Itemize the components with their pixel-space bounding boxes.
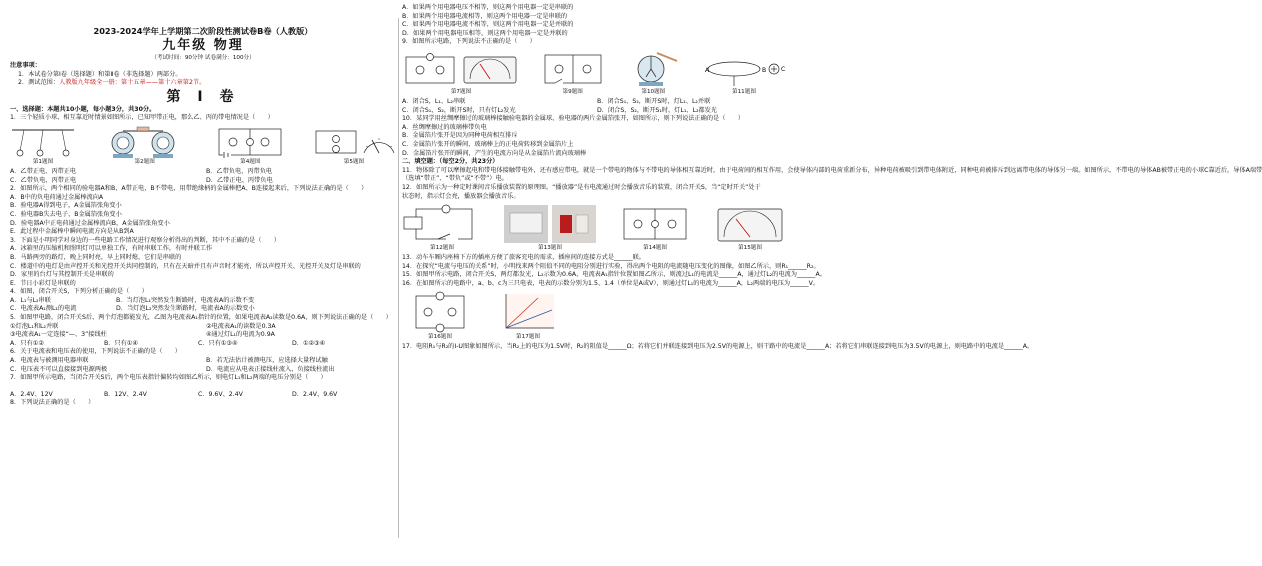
q3-option-d: D．家里的台灯与其控制开关是串联的 — [10, 271, 114, 279]
train-socket-photo-13 — [504, 203, 596, 245]
figure-1-caption: 第1题图 — [32, 158, 54, 165]
q6-option-b: B．若无法估计被测电压，应选择大量程试触 — [206, 357, 328, 365]
figure-7 — [402, 49, 520, 96]
circuit-diagram-9 — [541, 49, 605, 89]
q1-option-d: D．乙带正电、丙带负电 — [206, 176, 273, 184]
q3-option-b: B．马路两旁的路灯，晚上同时亮，早上同时熄，它们是串联的 — [10, 253, 182, 261]
q2-option-a: A．B中的负电荷通过金属棒流向A — [10, 193, 104, 201]
q4-option-b: B．当灯泡L₁突然发生断路时，电流表A的示数不变 — [116, 296, 255, 304]
q8-option-a: A．如果两个用电器电压不相等，则这两个用电器一定是串联的 — [402, 4, 574, 11]
q5-statement-1: ①灯泡L₁和L₂并联 — [10, 322, 59, 330]
figure-5 — [312, 125, 396, 166]
q9-option-d: D．闭合S、S₂，断开S₁时，灯L₁、L₂都发光 — [597, 106, 717, 114]
exam-info: （考试时间：90分钟 试卷满分：100分） — [151, 55, 255, 61]
test-scope: 人教版九年级全一册：第十五章——第十六章第2节。 — [59, 79, 206, 87]
q4-option-c: C．电流表A₁测L₁的电流 — [10, 305, 77, 313]
q3-stem: 3．下面是小明同学对身边的一些电路工作情况进行观察分析得出的判断，其中不正确的是（ ） — [10, 236, 280, 244]
q5-stem: 5．如图甲电路，闭合开关S后，两个灯泡都能发光，乙图为电流表A₁指针的位置，如果电流表A₂读数是0.6A，则下列说法正确的是（ ） — [10, 314, 392, 322]
q7-option-b: B．12V、2.4V — [104, 390, 147, 398]
q1-options-row-1 — [10, 168, 396, 177]
q14-text: 14．在探究“电流与电压的关系”时，小明找来两个阻值不同的电阻分别进行实验，得出两个电阻的电流随电压变化的图像，如图乙所示，则R₁______R₂。 — [402, 262, 820, 270]
q12-q15-figure-row — [402, 203, 786, 252]
notice-item-2 — [10, 79, 396, 88]
q12-text: 12．如图所示为一种定时课间音乐播放装置的原理图。“播放器”是有电流通过时会播放音乐的装置，闭合开关S，当“定时开关”处于 — [402, 183, 761, 191]
q4-option-a: A．L₁与L₂串联 — [10, 296, 51, 304]
timer-switch-circuit-diagram-12 — [402, 203, 482, 245]
q4-option-d: D．当灯泡L₂突然发生断路时，电流表A的示数变小 — [116, 305, 255, 313]
hanging-balls-diagram — [10, 127, 76, 159]
right-column — [402, 0, 1262, 566]
volume-1-heading: 第 Ⅰ 卷 — [166, 88, 240, 105]
figure-9-caption: 第9题图 — [562, 88, 583, 95]
figure-10 — [625, 49, 681, 96]
q5-statement-2: ②电流表A₁的读数是0.3A — [206, 322, 276, 330]
q8-stem: 8．下列说法正确的是（ ） — [10, 399, 95, 407]
q10-option-a: A．丝绸摩擦过的玻璃棒带负电 — [402, 123, 487, 131]
q9-option-b: B．闭合S₁、S₂，断开S时，灯L₁、L₂并联 — [597, 97, 711, 105]
q1-option-a: A．乙带正电、丙带正电 — [10, 167, 77, 175]
q7-option-d: D．2.4V、9.6V — [292, 390, 338, 398]
meter-circuit-diagram-16 — [410, 290, 470, 334]
q5-option-c: C．只有①③④ — [198, 339, 238, 347]
q5-option-a: A．只有①② — [10, 339, 44, 347]
q9-option-a: A．闭合S，L₁、L₂串联 — [402, 97, 466, 105]
section-2-heading: 二、填空题：（每空2分，共23分） — [402, 158, 499, 166]
q9-options-row-2 — [402, 107, 786, 116]
q5-statement-4: ④通过灯L₁的电流为0.9A — [206, 331, 275, 339]
figure-13 — [504, 203, 596, 252]
q3-option-a: A．冰箱里的压缩机和照明灯可以单独工作，有时串联工作，有时并联工作 — [10, 245, 213, 253]
q15-text: 15．如图甲所示电路，闭合开关S，两灯都发光，L₂示数为0.6A，电流表A₁指针位置如图乙所示，则流过L₁的电流是______A，通过灯L₂的电流为______A。 — [402, 271, 826, 279]
circuit-diagram-4 — [213, 125, 287, 159]
q6-option-d: D．电流应从电表正接线柱流入，负接线柱流出 — [206, 365, 335, 373]
figure-15-caption: 第15题图 — [738, 245, 762, 252]
q10-stem: 10．某同学用丝绸摩擦过的玻璃棒接触验电器的金属球，验电器的两片金属箔张开，如图所示，则下列说法正确的是（ ） — [402, 115, 744, 123]
notice-heading: 注意事项： — [10, 62, 41, 69]
q2-stem: 2．如图所示，两个相同的验电器A和B，A带正电，B不带电，用带绝缘柄的金属棒把A、B连接起来后，下列说法正确的是（ ） — [10, 185, 368, 193]
q2-option-b: B．验电器A得到电子，A金属箔张角变小 — [10, 202, 122, 210]
figure-4 — [213, 125, 287, 166]
figure-14 — [618, 203, 692, 252]
figure-17 — [498, 290, 558, 341]
ammeter-dial-diagram-15 — [714, 203, 786, 245]
q3-option-c: C．楼道中的电灯是由声控开关和光控开关共同控制的，只有在天暗并且有声音时才能亮，所以声控开关、光控开关及灯是串联的 — [10, 262, 361, 270]
q1-figure-row — [10, 125, 396, 166]
figure-7-caption: 第7题图 — [450, 88, 472, 95]
figure-12 — [402, 203, 482, 252]
q9-stem: 9．如图所示电路，下列说法不正确的是（ ） — [402, 38, 536, 46]
svg-text:C: C — [780, 65, 786, 73]
q16-text: 16．在如图所示的电路中，a、b、c为三只电表，电表的示数分别为1.5、1.4（单位是A或V），则通过灯L₁的电流为______A，L₂两端的电压为______V。 — [402, 279, 820, 287]
q12-text-end: 状态时，指示灯会亮，播放器会播放音乐。 — [402, 192, 520, 200]
q17-text: 17．电阻R₁与R₂的I-U图象如图所示，当R₂上的电压为1.5V时，R₂的阻值是______Ω；若将它们并联连接到电压为2.5V的电源上，则干路中的电流是______A；若将它们串联连接到电压为3.5V的电源上，则电路中的电流是______A。 — [402, 343, 1034, 351]
q1-stem: 1．三个轻质小球，相互靠近时情景如图所示，已知甲带正电，那么乙、丙的带电情况是（ ） — [10, 114, 274, 122]
column-divider — [398, 18, 399, 538]
q5-statement-3: ③电流表A₁一定连接“—、3”接线柱 — [10, 331, 107, 339]
q8-option-c: C．如果两个用电器电流不相等，则这两个用电器一定是并联的 — [402, 21, 574, 29]
q2-option-e: E．此过程中金属棒中瞬间电流方向是从B到A — [10, 228, 134, 236]
q4-options-row-2 — [10, 305, 396, 314]
q1-options-row-2 — [10, 177, 396, 186]
q5-option-b: B．只有①④ — [104, 339, 138, 347]
q5-option-d: D．①②③④ — [292, 339, 326, 347]
notice-item-1: 1．本试卷分第Ⅰ卷（选择题）和第Ⅱ卷（非选择题）两部分。 — [18, 70, 182, 78]
figure-2-caption: 第2题图 — [134, 158, 155, 165]
figure-13-caption: 第13题图 — [538, 245, 562, 252]
q6-options-row-2 — [10, 366, 396, 375]
q10-option-c: C．金属箔片张开的瞬间，玻璃棒上的正电荷转移到金属箔片上 — [402, 140, 574, 148]
q11-text: 11．物体除了可以摩擦起电和带电体接触带电外，还有感应带电，就是一个带电的物体与不带电的导体相互靠近时，由于电荷间的相互作用，会使导体内部的电荷重新分布，异种电荷被吸引到带电体附近，同种电荷被排斥到远离带电体的导体另一端。如图所示，不带电的导体AB被带正电的小球C靠近后，导体A端带 — [402, 166, 1262, 174]
figure-4-caption: 第4题图 — [240, 158, 261, 165]
q7-q11-figure-row — [402, 49, 786, 96]
q6-stem: 6．关于电流表和电压表的使用，下列说法不正确的是（ ） — [10, 348, 181, 356]
q8-option-d: D．如果两个用电器电压相等，则这两个用电器一定是并联的 — [402, 29, 568, 37]
q5-statements-row-1 — [10, 323, 396, 332]
ammeter-circuit-diagram-14 — [618, 203, 692, 245]
q10-option-b: B．金属箔片张开是因为同种电荷相互排斥 — [402, 132, 518, 140]
notice-item-2-prefix: 2．测试范围： — [18, 79, 60, 87]
figure-1 — [10, 127, 76, 166]
exam-title: 2023-2024学年上学期第二次阶段性测试卷B卷（人教版） — [93, 26, 313, 36]
q7-option-c: C．9.6V、2.4V — [198, 390, 243, 398]
i-u-graph-diagram-17 — [498, 290, 558, 334]
left-column — [10, 0, 396, 562]
figure-10-caption: 第10题图 — [641, 88, 666, 95]
q6-option-a: A．电流表与被测用电器串联 — [10, 357, 89, 365]
q6-option-c: C．电压表不可以直接接到电源两极 — [10, 365, 108, 373]
grade-subject: 九年级 物理 — [162, 38, 244, 53]
q2-option-d: D．验电器A中正电荷通过金属棒流向B，A金属箔张角变小 — [10, 219, 170, 227]
q1-option-b: B．乙带负电、丙带负电 — [206, 167, 273, 175]
figure-2 — [101, 125, 189, 166]
figure-14-caption: 第14题图 — [643, 245, 667, 252]
q10-option-d: D．金属箔片张开的瞬间，产生的电流方向是从金属箔片流向玻璃棒 — [402, 149, 587, 157]
q9-option-c: C．闭合S₁、S₂，断开S时，只有灯L₂发光 — [402, 106, 516, 114]
section-1-heading: 一、选择题：本题共10小题，每小题3分，共30分。 — [10, 105, 156, 113]
q8-option-b: B．如果两个用电器电流相等，则这两个用电器一定是串联的 — [402, 12, 568, 20]
q2-option-c: C．验电器B失去电子，B金属箔张角变小 — [10, 210, 122, 218]
q7-option-a: A．2.4V、12V — [10, 390, 53, 398]
figure-5-caption: 第5题图 — [343, 158, 365, 165]
q4-stem: 4．如图，闭合开关S，下列分析正确的是（ ） — [10, 288, 148, 296]
svg-text:B: B — [761, 66, 767, 74]
q6-options-row-1 — [10, 357, 396, 366]
q16-q17-figure-row — [402, 290, 786, 341]
figure-16 — [410, 290, 470, 341]
q1-option-c: C．乙带负电、丙带正电 — [10, 176, 77, 184]
figure-17-caption: 第17题图 — [516, 334, 540, 341]
induction-conductor-diagram-11 — [702, 49, 786, 89]
figure-11-caption: 第11题图 — [732, 88, 756, 95]
q5-statements-row-2 — [10, 331, 396, 340]
q7-stem: 7．如图甲所示电路，当闭合开关S后，两个电压表指针偏转均如图乙所示，则电灯L₁和L₂两端的电压分别是（ ） — [10, 374, 327, 382]
electroscope-pair-diagram — [101, 125, 189, 159]
q11-text-end: （选填“带正”、“带负”或“不带”）电。 — [402, 175, 508, 183]
electroscope-diagram-10 — [625, 49, 681, 89]
voltmeter-circuit-diagram-7 — [402, 49, 520, 89]
figure-11 — [702, 49, 786, 96]
figure-9 — [541, 49, 605, 96]
figure-12-caption: 第12题图 — [430, 245, 454, 252]
figure-16-caption: 第16题图 — [428, 334, 452, 341]
q9-options-row-1 — [402, 98, 786, 107]
q3-option-e: E．节日小彩灯是串联的 — [10, 279, 76, 287]
circuit-and-ammeter-diagram-5 — [312, 125, 396, 159]
svg-text:A: A — [704, 66, 710, 74]
q13-text: 13．动车车厢内座椅下方的插座方便了旅客充电的需求，插座间的连接方式是______联。 — [402, 254, 645, 262]
figure-15 — [714, 203, 786, 252]
